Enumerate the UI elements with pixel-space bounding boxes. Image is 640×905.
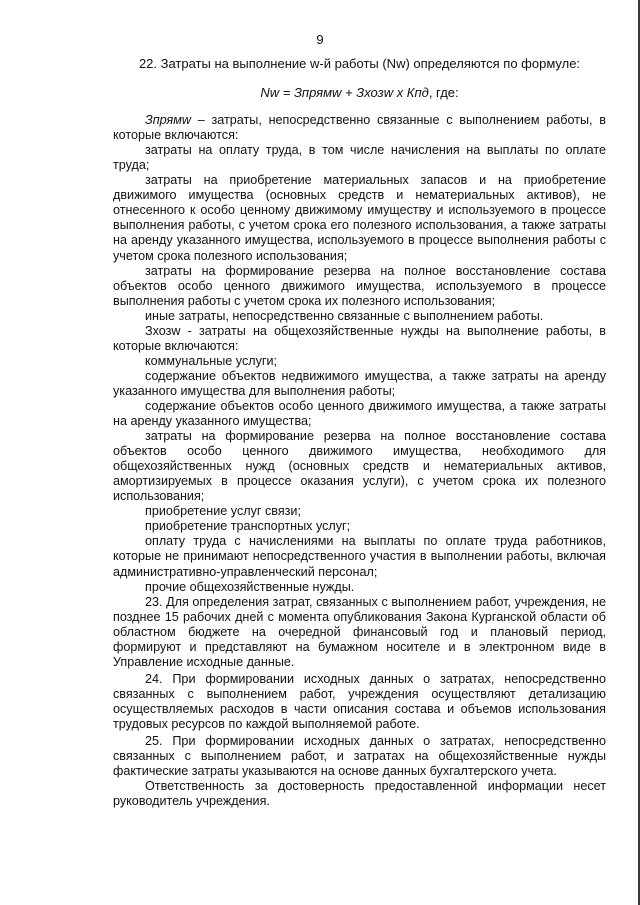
section-25-paragraph: 25. При формировании исходных данных о затратах, непосредственно связанных с выполнением работ, и затратах на общехозяйственные нужды фактические затраты указываются на основе данных бухгалтерского учета. — [113, 734, 606, 779]
formula-suffix: , где: — [428, 85, 459, 101]
household-cost-item: оплату труда с начислениями на выплаты по оплате труда работников, которые не принимают непосредственного участия в выполнении работы, включая административно-управленческий персонал; — [113, 534, 606, 579]
section-23-paragraph: 23. Для определения затрат, связанных с выполнением работ, учреждения, не позднее 15 рабочих дней с момента опубликования Закона Курганской области об областном бюджете на очередной финансовый год и плановый период, формируют и представляют на бумажном носителе и в электронном виде в Управление исходные данные. — [113, 594, 606, 669]
document-body — [113, 56, 606, 809]
household-cost-item: приобретение транспортных услуг; — [145, 519, 351, 534]
section-24-paragraph: 24. При формировании исходных данных о затратах, непосредственно связанных с выполнением работ, учреждения осуществляют детализацию осуществляемых расходов в части описания состава и объемов использования трудовых ресурсов по каждой выполняемой работе. — [113, 671, 606, 731]
direct-costs-description: – затраты, непосредственно связанные с выполнением работы, в которые включаются: — [113, 113, 606, 143]
household-costs-definition: Зхозw - затраты на общехозяйственные нужды на выполнение работы, в которые включаются: — [113, 323, 606, 353]
formula-expression: Nw = Зпрямw + Зхозw x Кпд — [260, 85, 429, 101]
household-cost-item: коммунальные услуги; — [145, 353, 278, 368]
household-cost-item: прочие общехозяйственные нужды. — [145, 579, 355, 594]
page-number: 9 — [316, 32, 324, 47]
direct-costs-term: Зпрямw — [145, 113, 191, 128]
direct-cost-item: затраты на приобретение материальных запасов и на приобретение движимого имущества (основных средств и нематериальных активов), не отнесенного к особо ценному движимому имуществу и используемого в процессе выполнения работы, с учетом срока его полезного использования, а также затраты на аренду указанного имущества, используемого в процессе выполнения работы с учетом срока полезного использования; — [113, 173, 606, 263]
household-cost-item: приобретение услуг связи; — [145, 504, 301, 519]
household-cost-item: затраты на формирование резерва на полное восстановление состава объектов особо ценного движимого имущества, необходимого для общехозяйственных нужд (основных средств и нематериальных активов, амортизируемых в процессе оказания услуги), с учетом срока их полезного использования; — [113, 429, 606, 504]
direct-cost-item: иные затраты, непосредственно связанные с выполнением работы. — [145, 308, 544, 323]
responsibility-paragraph: Ответственность за достоверность предоставленной информации несет руководитель учреждения. — [113, 779, 606, 809]
formula — [113, 85, 606, 100]
direct-cost-item: затраты на оплату труда, в том числе начисления на выплаты по оплате труда; — [113, 143, 606, 173]
definitions-block — [113, 113, 606, 809]
section-22-heading: 22. Затраты на выполнение w-й работы (Nw) определяются по формуле: — [138, 56, 581, 71]
direct-costs-definition — [113, 113, 606, 143]
household-cost-item: содержание объектов недвижимого имущества, а также затраты на аренду указанного имущества для выполнения работы; — [113, 368, 606, 398]
household-cost-item: содержание объектов особо ценного движимого имущества, а также затраты на аренду указанного имущества; — [113, 398, 606, 429]
direct-cost-item: затраты на формирование резерва на полное восстановление состава объектов особо ценного движимого имущества, используемого в процессе выполнения работы с учетом срока их полезного использования; — [113, 263, 606, 308]
